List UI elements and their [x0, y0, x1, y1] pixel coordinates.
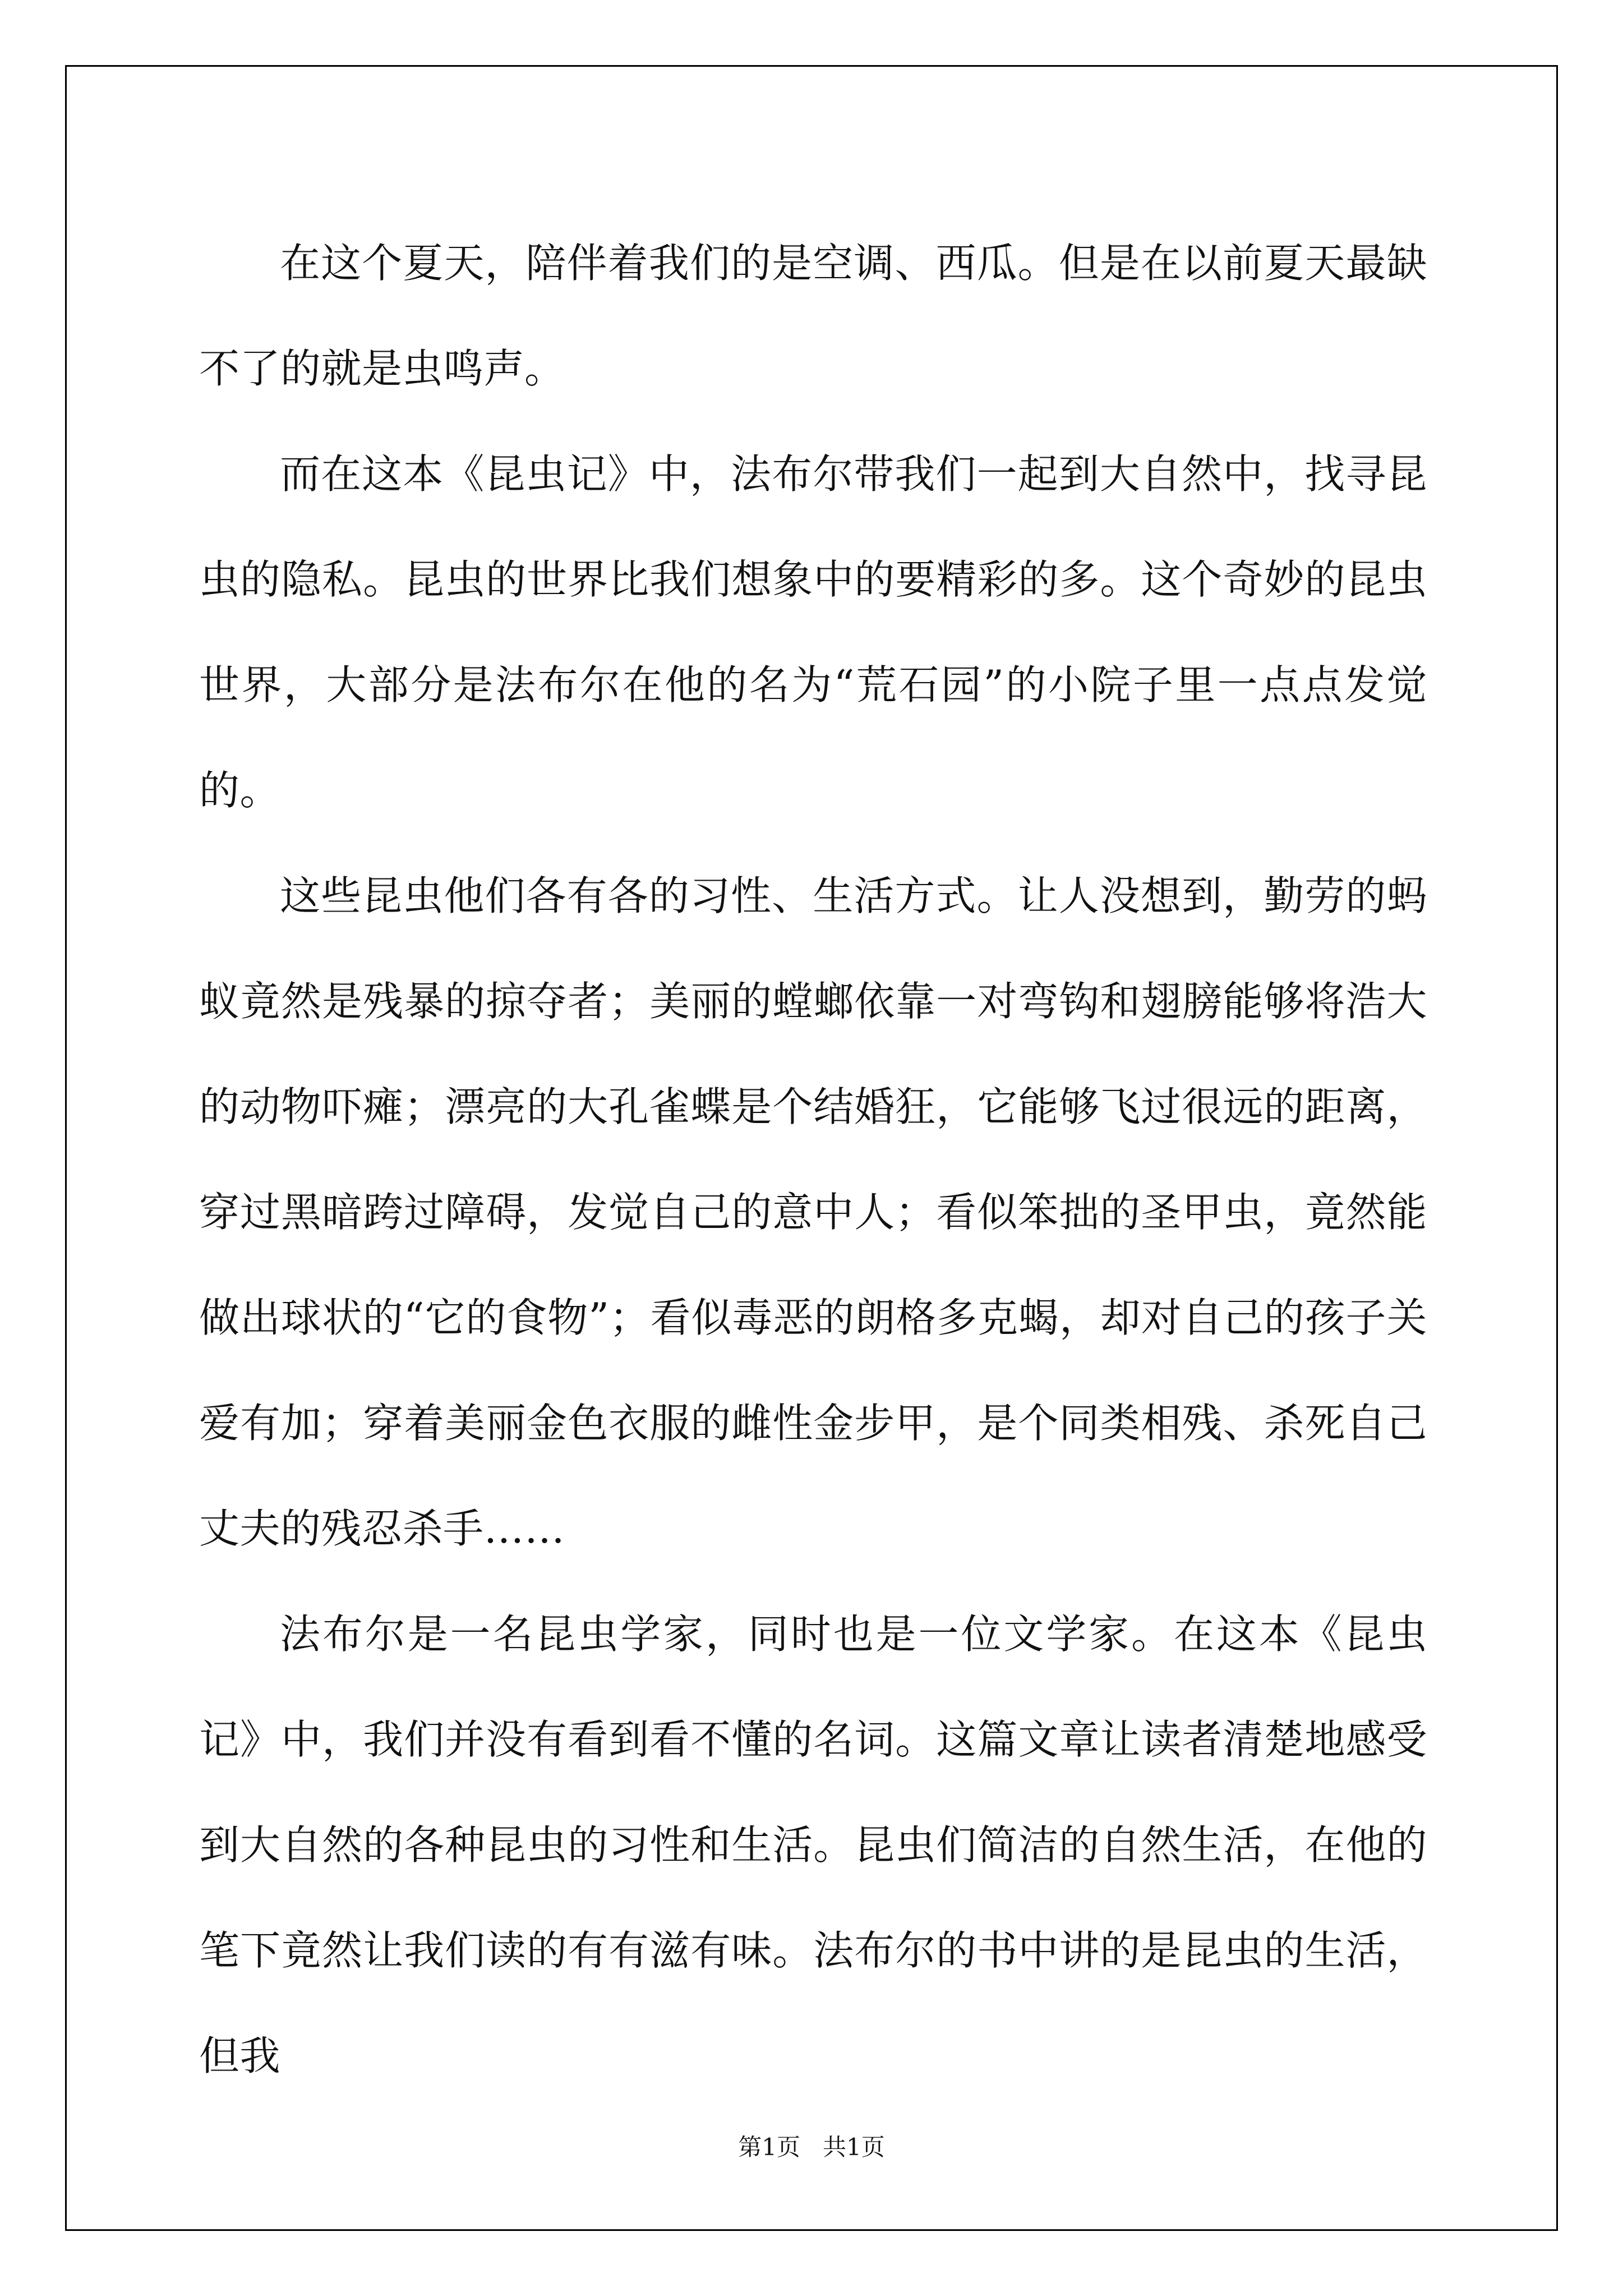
page-total: 共1页 — [823, 2133, 885, 2161]
page-footer — [0, 2129, 1623, 2162]
paragraph-1: 在这个夏天，陪伴着我们的是空调、西瓜。但是在以前夏天最缺不了的就是虫鸣声。 — [199, 240, 1427, 392]
paragraph-2: 而在这本《昆虫记》中，法布尔带我们一起到大自然中，找寻昆虫的隐私。昆虫的世界比我们想象中的要精彩的多。这个奇妙的昆虫世界，大部分是法布尔在他的名为“荒石园”的小院子里一点点发觉的。 — [199, 450, 1427, 814]
paragraph-4: 法布尔是一名昆虫学家，同时也是一位文学家。在这本《昆虫记》中，我们并没有看到看不懂的名词。这篇文章让读者清楚地感受到大自然的各种昆虫的习性和生活。昆虫们简洁的自然生活，在他的笔下竟然让我们读的有有滋有味。法布尔的书中讲的是昆虫的生活，但我 — [199, 1611, 1427, 2079]
paragraph-3: 这些昆虫他们各有各的习性、生活方式。让人没想到，勤劳的蚂蚁竟然是残暴的掠夺者；美丽的螳螂依靠一对弯钩和翅膀能够将浩大的动物吓瘫；漂亮的大孔雀蝶是个结婚狂，它能够飞过很远的距离，穿过黑暗跨过障碍，发觉自己的意中人；看似笨拙的圣甲虫，竟然能做出球状的“它的食物”；看似毒恶的朗格多克蝎，却对自己的孩子关爱有加；穿着美丽金色衣服的雌性金步甲，是个同类相残、杀死自己丈夫的残忍杀手…… — [199, 872, 1427, 1552]
document-body — [199, 210, 1427, 2109]
page-number: 第1页 — [738, 2133, 800, 2161]
